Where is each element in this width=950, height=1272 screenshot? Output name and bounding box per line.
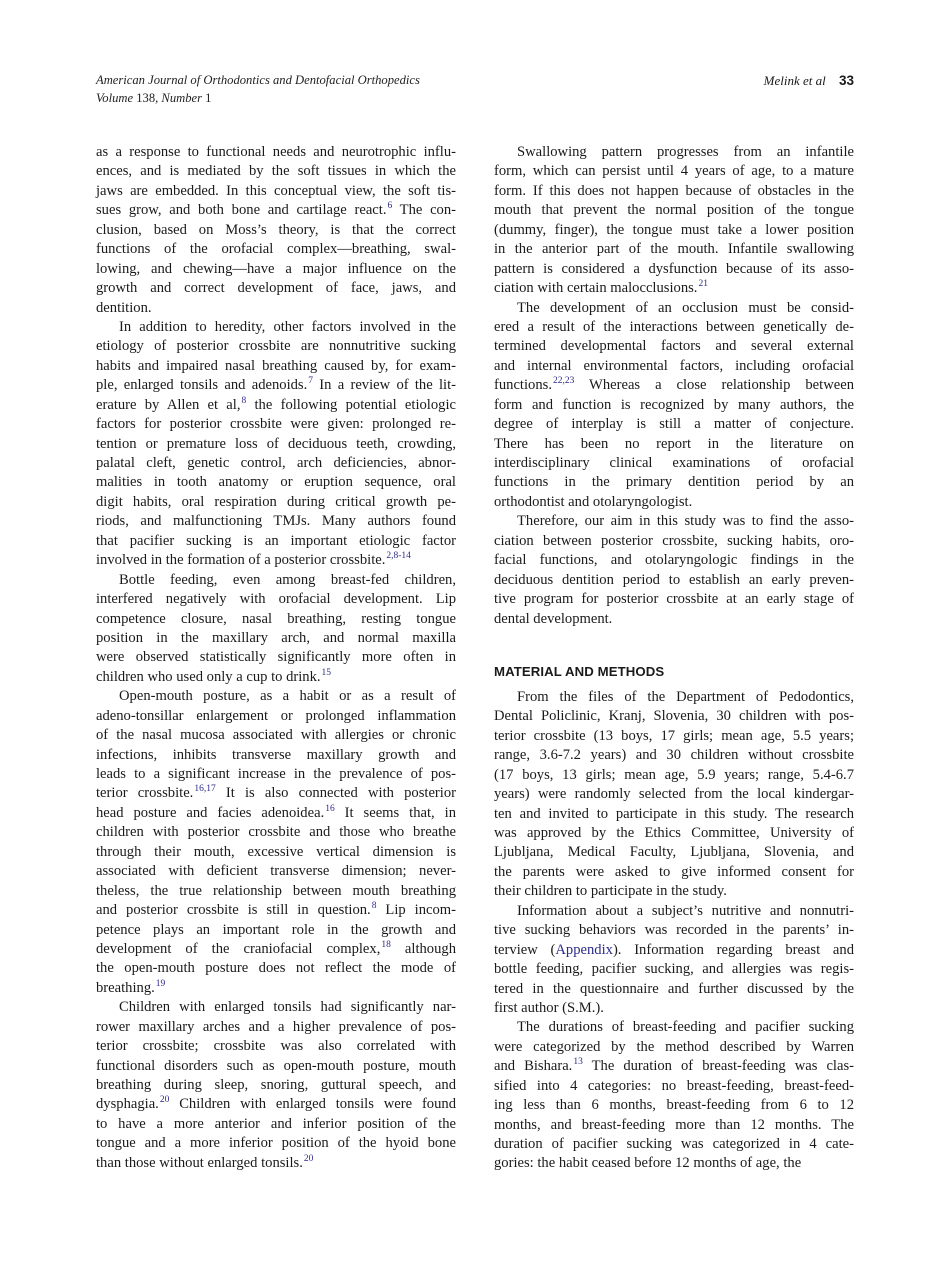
text-line: form and function is recognized by many authors, the (494, 396, 854, 413)
text-line: ences, and is mediated by the soft tissues in which the (96, 163, 456, 180)
text-line: tered in the questionnaire and further discussed by the (494, 980, 854, 997)
text-line: erature by Allen et al,$^8$ the following potential etiologic (96, 395, 456, 413)
text-line: (dummy, finger), the tongue must take a lower position (494, 221, 854, 238)
text-line: clusion, based on Moss’s theory, is that the correct (96, 221, 456, 238)
text-line: facial functions, and otolaryngologic findings in the (494, 552, 854, 569)
text-line: was approved by the Ethics Committee, University of (494, 825, 854, 841)
citation-reference-link[interactable]: 21 (698, 279, 708, 290)
text-line: dentition. (96, 299, 152, 316)
text-line: There has been no report in the literature on (494, 435, 854, 452)
text-line: etiology of posterior crossbite are nonnutritive sucking (96, 338, 456, 355)
volume-value: 138 (136, 90, 156, 105)
text-line: children who used only a cup to drink.$^{15}$ (96, 667, 332, 685)
text-line: position in the maxillary arch, and normal maxilla (96, 629, 456, 646)
text-line: terior crossbite (13 boys, 17 girls; mean age, 5.5 years; (494, 727, 854, 744)
text-line: functions of the orofacial complex—breathing, swal- (96, 241, 456, 258)
text-line: and internal environmental factors, including orofacial (494, 357, 854, 374)
text-line: Bottle feeding, even among breast-fed children, (119, 571, 456, 588)
text-line: The development of an occlusion must be consid- (517, 299, 854, 316)
text-line: (17 boys, 13 girls; mean age, 5.9 years; range, 5.4-6.7 (494, 766, 854, 783)
text-line: years) were randomly selected from the local kindergar- (494, 786, 854, 803)
text-line: Ljubljana, Medical Faculty, Ljubljana, Slovenia, and (494, 844, 854, 861)
text-line: interdisciplinary clinical examinations of orofacial (494, 455, 854, 471)
text-line: ciation between posterior crossbite, sucking habits, oro- (494, 532, 854, 549)
right-column (494, 143, 854, 1174)
text-line: form. If this does not happen because of obstacles in the (494, 182, 854, 199)
body-paragraph (494, 902, 854, 1019)
body-paragraph (96, 571, 456, 688)
text-line: development of the craniofacial complex,$^{18}$ although (96, 939, 456, 957)
text-line: Children with enlarged tonsils had significantly nar- (119, 999, 456, 1016)
body-paragraph (494, 143, 854, 299)
citation-reference-link[interactable]: 15 (321, 667, 332, 678)
text-line: were categorized by the method described by Warren (494, 1038, 854, 1055)
text-line: Swallowing pattern progresses from an infantile (517, 144, 854, 160)
section-spacer (494, 629, 854, 662)
text-line: Open-mouth posture, as a habit or as a result of (119, 688, 456, 705)
text-line: orthodontist and otolaryngologist. (494, 493, 693, 510)
journal-title: American Journal of Orthodontics and Dentofacial Orthopedics (96, 73, 420, 87)
text-line: terior crossbite; crossbite was also correlated with (96, 1038, 456, 1055)
text-line: gories: the habit ceased before 12 months of age, the (494, 1155, 802, 1172)
text-line: From the files of the Department of Pedodontics, (517, 688, 854, 705)
volume-issue: Volume 138, Number 1 (96, 90, 212, 105)
text-line: growth and correct development of face, jaws, and (96, 280, 456, 297)
body-paragraph (96, 143, 456, 318)
citation-reference-link[interactable]: 6 (387, 201, 393, 212)
text-line: factors for posterior crossbite were given: prolonged re- (96, 416, 456, 433)
text-line: breathing during sleep, snoring, guttural speech, and (96, 1077, 456, 1093)
citation-reference-link[interactable]: 7 (308, 376, 314, 387)
citation-reference-link[interactable]: 16,17 (194, 784, 216, 795)
text-line: functional disorders such as open-mouth posture, mouth (96, 1057, 456, 1074)
citation-reference-link[interactable]: 16 (325, 803, 335, 814)
text-line: the open-mouth posture does not reflect the mode of (96, 960, 456, 977)
body-paragraph (494, 299, 854, 513)
text-line: the parents were asked to give informed consent for (494, 863, 854, 880)
text-line: form, which can persist until 4 years of age, to a mature (494, 163, 854, 180)
text-line: tention or premature loss of deciduous teeth, crowding, (96, 435, 456, 452)
text-line: and posterior crossbite is still in question.$^8$ Lip incom- (96, 901, 456, 919)
text-line: pattern is considered a dysfunction because of its asso- (494, 260, 854, 277)
text-line: head posture and facies adenoidea.$^{16}$ It seems that, in (96, 803, 456, 821)
text-line: palatal cleft, genetic control, arch deficiencies, abnor- (96, 455, 456, 471)
text-line: jaws are embedded. In this conceptual view, the soft tis- (96, 182, 456, 199)
number-label: Number (161, 90, 203, 105)
text-line: In addition to heredity, other factors involved in the (119, 318, 456, 335)
text-line: bottle feeding, pacifier sucking, and allergies was regis- (494, 961, 854, 978)
citation-reference-link[interactable]: 13 (573, 1057, 583, 1068)
text-line: ten and invited to participate in this study. The research (494, 805, 854, 822)
text-line: terior crossbite.$^{16,17}$ It is also connected with posterior (96, 784, 456, 802)
text-line: months, and breast-feeding more than 12 months. The (494, 1116, 854, 1133)
text-line: range, 3.6-7.2 years) and 30 children without crossbite (494, 747, 854, 764)
text-line: tive sucking behaviors was recorded in the parents’ in- (494, 922, 854, 939)
volume-label: Volume (96, 90, 134, 105)
body-paragraph (96, 318, 456, 571)
citation-reference-link[interactable]: 19 (155, 978, 166, 989)
text-line: as a response to functional needs and neurotrophic influ- (96, 144, 456, 160)
text-line: ple, enlarged tonsils and adenoids.$^7$ In a review of the lit- (96, 376, 456, 394)
text-line: tongue and a more inferior position of the hyoid bone (96, 1135, 456, 1152)
text-line: children with posterior crossbite and those who breathe (96, 824, 456, 841)
text-line: dental development. (494, 610, 613, 627)
citation-reference-link[interactable]: 18 (381, 939, 391, 950)
text-line: The durations of breast-feeding and pacifier sucking (517, 1019, 854, 1036)
text-line: than those without enlarged tonsils.$^{20}$ (96, 1153, 314, 1171)
text-line: sified into 4 categories: no breast-feeding, breast-feed- (494, 1077, 854, 1094)
text-line: Dental Policlinic, Kranj, Slovenia, 30 children with pos- (494, 708, 854, 725)
text-line: habits and impaired nasal breathing caused by, for exam- (96, 357, 456, 374)
text-line: riods, and malfunctioning TMJs. Many authors found (96, 513, 456, 530)
section-spacer (494, 681, 854, 688)
text-line: of the nasal mucosa associated with allergies or chronic (96, 727, 456, 744)
text-line: termined developmental factors and several external (494, 338, 854, 355)
text-line: terview (Appendix). Information regarding breast and (494, 941, 854, 958)
text-line: sues grow, and both bone and cartilage react.$^6$ The con- (96, 201, 457, 219)
text-line: breathing.$^{19}$ (96, 978, 166, 996)
text-line: ered a result of the interactions between genetically de- (494, 318, 854, 335)
citation-reference-link[interactable]: 8 (241, 395, 247, 406)
citation-reference-link[interactable]: 8 (371, 901, 377, 912)
text-line: adeno-tonsillar enlargement or prolonged inflammation (96, 707, 456, 724)
text-line: rower maxillary arches and a higher prevalence of pos- (96, 1018, 456, 1035)
text-line: digit habits, oral respiration during critical growth pe- (96, 493, 456, 510)
citation-reference-link[interactable]: 20 (303, 1153, 314, 1164)
text-line: interfered negatively with orofacial development. Lip (96, 591, 456, 608)
text-line: associated with deficient transverse dimension; never- (96, 863, 456, 880)
left-column (96, 143, 456, 1173)
citation-reference-link[interactable]: 22,23 (552, 376, 575, 387)
body-paragraph (494, 512, 854, 629)
text-line: functions.$^{22,23}$ Whereas a close relationship between (494, 376, 854, 394)
text-line: infections, inhibits transverse maxillary growth and (96, 746, 456, 763)
text-line: leads to a significant increase in the prevalence of pos- (96, 766, 456, 782)
body-paragraph (96, 998, 456, 1173)
text-line: involved in the formation of a posterior crossbite.$^{2,8-14}$ (96, 551, 411, 569)
text-line: through their mouth, excessive vertical dimension is (96, 843, 456, 860)
text-line: mouth that prevent the normal position of the tongue (494, 202, 854, 219)
text-line: lowing, and chewing—have a major influence on the (96, 260, 456, 277)
text-line: ing less than 6 months, breast-feeding from 6 to 12 (494, 1097, 854, 1114)
body-paragraph (96, 687, 456, 998)
text-line: in the anterior part of the mouth. Infantile swallowing (494, 241, 854, 258)
appendix-link[interactable]: Appendix (555, 941, 613, 958)
text-line: duration of pacifier sucking was categorized in 4 cate- (494, 1136, 854, 1152)
body-paragraph (494, 1018, 854, 1174)
text-line: Therefore, our aim in this study was to find the asso- (517, 513, 854, 530)
text-line: functions in the primary dentition period by an (494, 474, 854, 491)
running-header-right (764, 72, 854, 90)
citation-reference-link[interactable]: 20 (159, 1095, 170, 1106)
text-line: petence plays an important role in the growth and (96, 921, 456, 938)
page-number: 33 (838, 73, 854, 88)
text-line: degree of interplay is still a matter of conjecture. (494, 416, 854, 433)
text-line: Information about a subject’s nutritive and nonnutri- (517, 902, 854, 919)
text-line: first author (S.M.). (494, 999, 604, 1016)
text-line: dysphagia.$^{20}$ Children with enlarged tonsils were found (96, 1095, 456, 1113)
text-line: ciation with certain malocclusions.$^{21}$ (494, 279, 708, 297)
text-line: competence closure, nasal breathing, resting tongue (96, 610, 456, 627)
text-line: their children to participate in the study. (494, 883, 727, 900)
text-line: deciduous dentition period to establish an early preven- (494, 571, 854, 588)
text-line: theless, the true relationship between mouth breathing (96, 882, 456, 899)
body-paragraph (494, 688, 854, 902)
section-heading: MATERIAL AND METHODS (494, 663, 665, 679)
running-header-left (96, 72, 420, 107)
citation-reference-link[interactable]: 2,8-14 (386, 551, 411, 562)
number-value: 1 (205, 90, 212, 105)
text-line: to have a more anterior and inferior position of the (96, 1115, 456, 1132)
text-line: that pacifier sucking is an important etiologic factor (96, 532, 456, 549)
text-line: malities in tooth anatomy or eruption sequence, oral (96, 474, 456, 491)
text-line: and Bishara.$^{13}$ The duration of breast-feeding was clas- (494, 1057, 854, 1075)
text-line: tive program for posterior crossbite at an early stage of (494, 591, 854, 608)
running-authors: Melink et al (763, 73, 826, 88)
text-line: were observed statistically significantly more often in (96, 649, 456, 666)
